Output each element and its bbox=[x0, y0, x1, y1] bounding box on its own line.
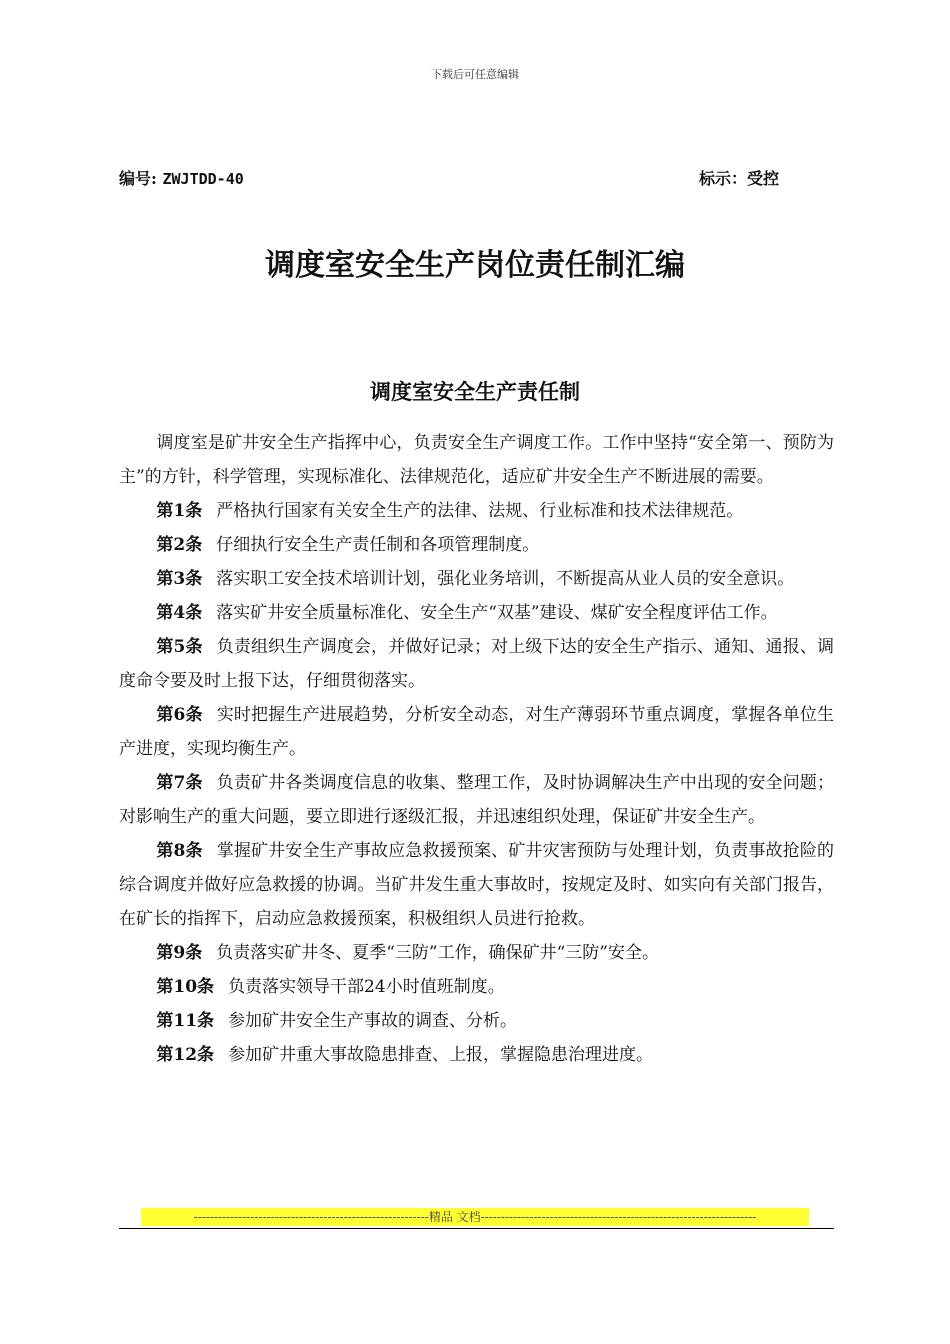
article-label: 第7条 bbox=[156, 773, 203, 793]
document-meta-row bbox=[119, 166, 779, 190]
article-label: 第4条 bbox=[156, 603, 203, 623]
article-paragraph bbox=[119, 596, 834, 630]
article-text: 参加矿井重大事故隐患排查、上报，掌握隐患治理进度。 bbox=[228, 1045, 654, 1065]
article-paragraph bbox=[119, 1038, 834, 1072]
footer-divider bbox=[119, 1228, 834, 1229]
article-paragraph bbox=[119, 494, 834, 528]
article-paragraph bbox=[119, 766, 834, 834]
document-title: 调度室安全生产岗位责任制汇编 bbox=[265, 248, 685, 283]
article-paragraph bbox=[119, 562, 834, 596]
article-label: 第9条 bbox=[156, 943, 203, 963]
article-text: 负责落实矿井冬、夏季“三防”工作，确保矿井“三防”安全。 bbox=[216, 943, 659, 963]
article-label: 第2条 bbox=[156, 535, 203, 555]
article-paragraph bbox=[119, 528, 834, 562]
document-number-label: 编号: bbox=[119, 169, 157, 188]
article-text: 实时把握生产进展趋势，分析安全动态，对生产薄弱环节重点调度，掌握各单位生产进度，实现均衡生产。 bbox=[119, 705, 834, 759]
article-label: 第12条 bbox=[156, 1045, 215, 1065]
article-label: 第5条 bbox=[156, 637, 203, 657]
article-text: 负责组织生产调度会，并做好记录；对上级下达的安全生产指示、通知、通报、调度命令要及时上报下达，仔细贯彻落实。 bbox=[119, 637, 834, 691]
article-label: 第8条 bbox=[156, 841, 203, 861]
article-paragraph bbox=[119, 834, 834, 936]
article-paragraph bbox=[119, 698, 834, 766]
footer-watermark-band: ----------------------------------------------------------精品 文档-------------------------------------------------------------------- bbox=[141, 1208, 809, 1226]
article-text: 落实职工安全技术培训计划，强化业务培训，不断提高从业人员的安全意识。 bbox=[216, 569, 795, 589]
article-text: 参加矿井安全生产事故的调查、分析。 bbox=[228, 1011, 518, 1031]
control-status: 标示：受控 bbox=[698, 169, 779, 188]
article-text: 负责落实领导干部24小时值班制度。 bbox=[228, 977, 505, 997]
article-text: 仔细执行安全生产责任制和各项管理制度。 bbox=[216, 535, 540, 555]
article-text: 落实矿井安全质量标准化、安全生产“双基”建设、煤矿安全程度评估工作。 bbox=[216, 603, 778, 623]
article-label: 第6条 bbox=[156, 705, 203, 725]
article-paragraph bbox=[119, 630, 834, 698]
article-label: 第11条 bbox=[156, 1011, 215, 1031]
document-number bbox=[119, 166, 244, 189]
section-title: 调度室安全生产责任制 bbox=[370, 380, 580, 404]
document-number-value: ZWJTDD-40 bbox=[162, 170, 244, 188]
article-paragraph bbox=[119, 1004, 834, 1038]
article-text: 严格执行国家有关安全生产的法律、法规、行业标准和技术法律规范。 bbox=[216, 501, 744, 521]
header-note: 下载后可任意编辑 bbox=[431, 68, 519, 81]
article-text: 掌握矿井安全生产事故应急救援预案、矿井灾害预防与处理计划，负责事故抢险的综合调度并做好应急救援的协调。当矿井发生重大事故时，按规定及时、如实向有关部门报告，在矿长的指挥下，启动应急救援预案，积极组织人员进行抢救。 bbox=[119, 841, 834, 929]
article-text: 负责矿井各类调度信息的收集、整理工作，及时协调解决生产中出现的安全问题；对影响生产的重大问题，要立即进行逐级汇报，并迅速组织处理，保证矿井安全生产。 bbox=[119, 773, 834, 827]
article-label: 第3条 bbox=[156, 569, 203, 589]
intro-paragraph: 调度室是矿井安全生产指挥中心，负责安全生产调度工作。工作中坚持“安全第一、预防为主”的方针，科学管理，实现标准化、法律规范化，适应矿井安全生产不断进展的需要。 bbox=[119, 433, 834, 487]
article-label: 第1条 bbox=[156, 501, 203, 521]
article-paragraph bbox=[119, 936, 834, 970]
article-paragraph bbox=[119, 970, 834, 1004]
document-body bbox=[119, 426, 834, 1072]
article-label: 第10条 bbox=[156, 977, 215, 997]
